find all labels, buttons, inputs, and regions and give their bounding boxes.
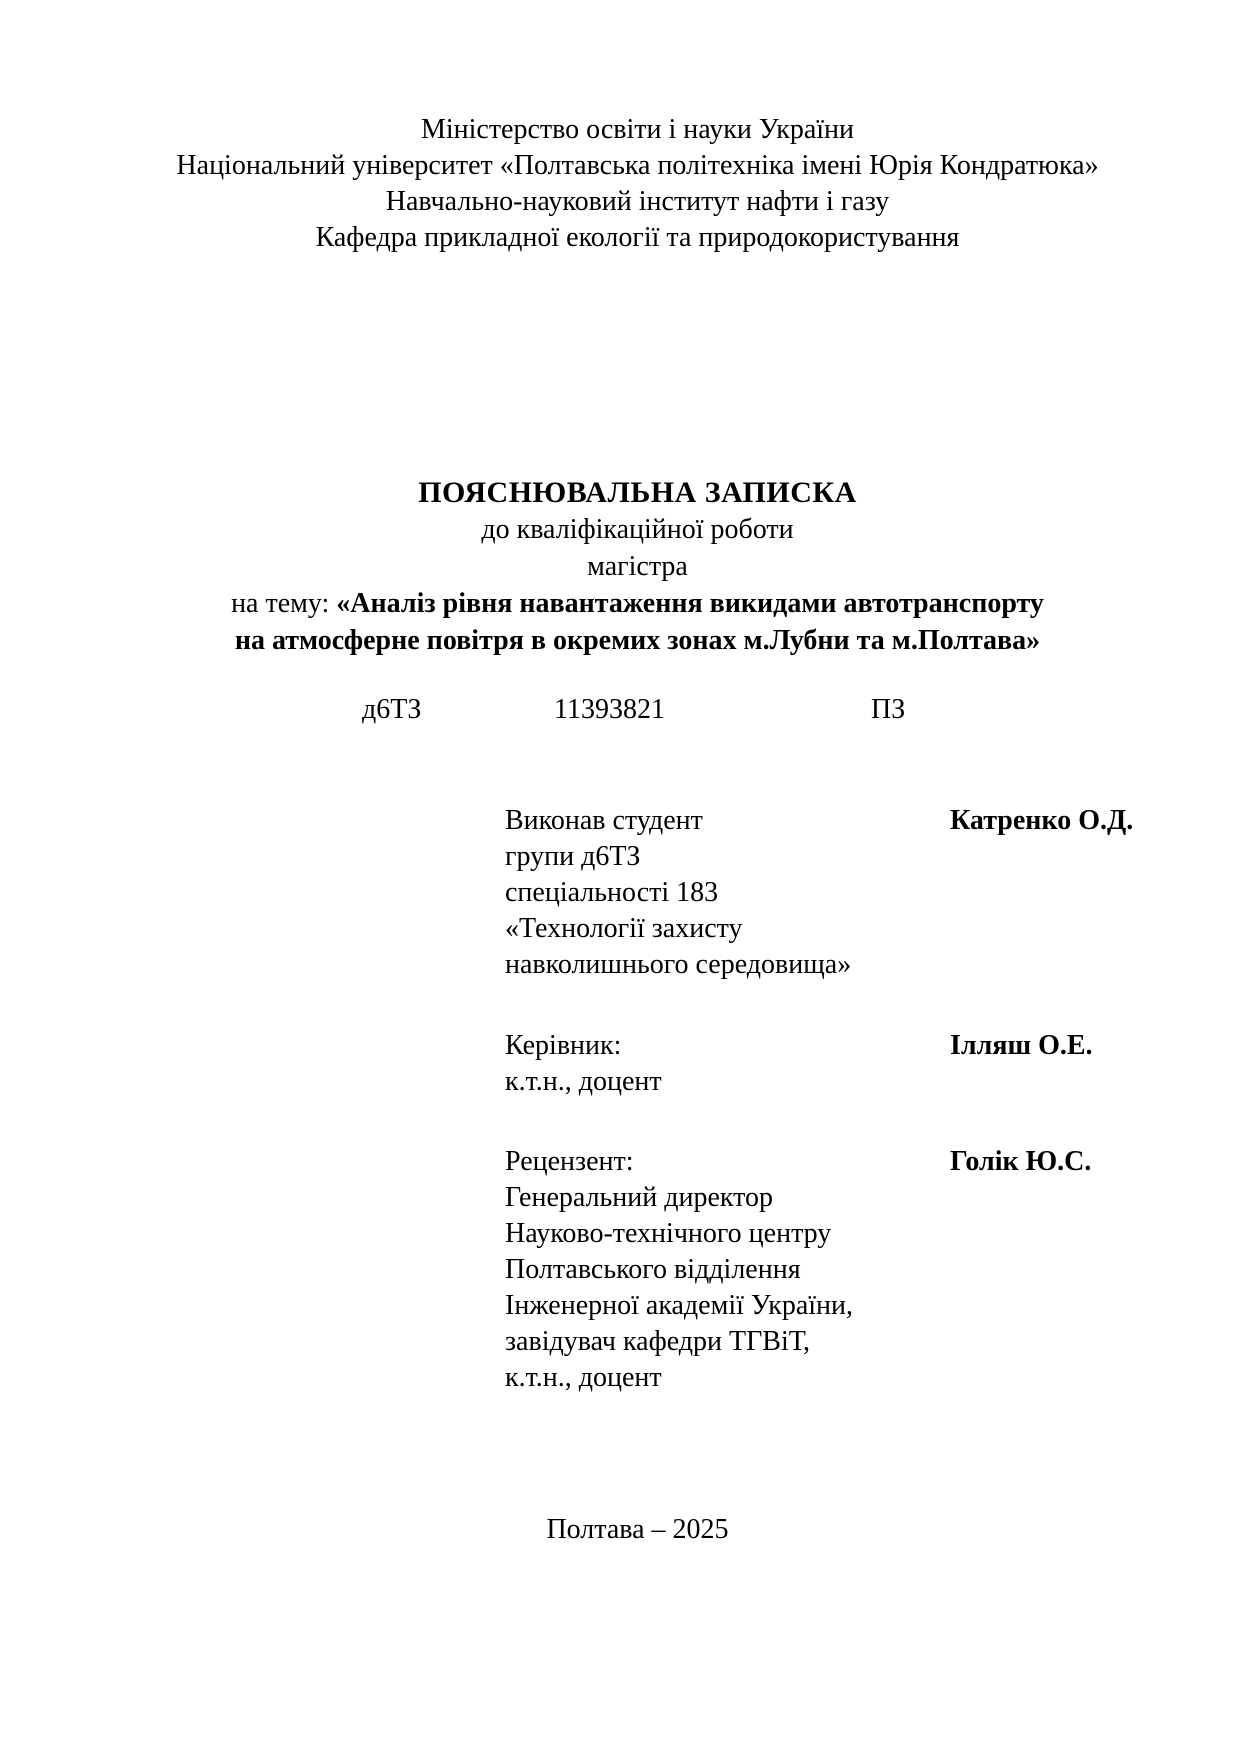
- theme-line-1: [120, 585, 1155, 622]
- record-number: 11393821: [554, 694, 665, 725]
- code-line: [0, 694, 1240, 730]
- theme-title-part-1: «Аналіз рівня навантаження викидами автотранспорту: [336, 588, 1044, 619]
- header-block: [120, 112, 1155, 256]
- supervisor-degree-line: к.т.н., доцент: [505, 1066, 662, 1097]
- supervisor-name: Ілляш О.Е.: [950, 1030, 1093, 1061]
- reviewer-name: Голік Ю.С.: [950, 1146, 1092, 1177]
- document-subtitle-work: до кваліфікаційної роботи: [481, 514, 794, 545]
- executor-specialty-name-line-2: навколишнього середовища»: [505, 949, 852, 980]
- department-line: Кафедра прикладної екології та природокористування: [315, 222, 960, 253]
- reviewer-position-line-5: завідувач кафедри ТГВіТ,: [505, 1326, 811, 1357]
- reviewer-degree-line: к.т.н., доцент: [505, 1362, 662, 1393]
- supervisor-role-line: Керівник:: [505, 1030, 622, 1061]
- document-code: ПЗ: [871, 694, 906, 725]
- theme-prefix: на тему:: [231, 588, 337, 619]
- reviewer-role-line: Рецензент:: [505, 1146, 634, 1177]
- reviewer-position-line-2: Науково-технічного центру: [505, 1218, 832, 1249]
- theme-line-2: на атмосферне повітря в окремих зонах м.Лубни та м.Полтава»: [234, 625, 1041, 656]
- city-year-line: Полтава – 2025: [546, 1514, 729, 1545]
- ministry-line: Міністерство освіти і науки України: [420, 114, 855, 145]
- executor-specialty-name-line-1: «Технології захисту: [505, 913, 743, 944]
- executor-role-line: Виконав студент: [505, 805, 703, 836]
- institute-line: Навчально-науковий інститут нафти і газу: [385, 186, 890, 217]
- document-title: ПОЯСНЮВАЛЬНА ЗАПИСКА: [418, 476, 857, 509]
- document-subtitle-degree: магістра: [587, 551, 688, 582]
- supervisor-block: [505, 1028, 662, 1100]
- reviewer-position-line-3: Полтавського відділення: [505, 1254, 801, 1285]
- executor-group-line: групи д6ТЗ: [505, 841, 641, 872]
- university-line: Національний університет «Полтавська політехніка імені Юрія Кондратюка»: [176, 150, 1099, 181]
- group-code: д6ТЗ: [362, 694, 422, 725]
- reviewer-block: [505, 1144, 853, 1396]
- title-block: [120, 474, 1155, 659]
- reviewer-position-line-4: Інженерної академії України,: [505, 1290, 854, 1321]
- executor-block: [505, 803, 851, 983]
- reviewer-position-line-1: Генеральний директор: [505, 1182, 774, 1213]
- executor-name: Катренко О.Д.: [950, 805, 1134, 836]
- executor-specialty-line: спеціальності 183: [505, 877, 719, 908]
